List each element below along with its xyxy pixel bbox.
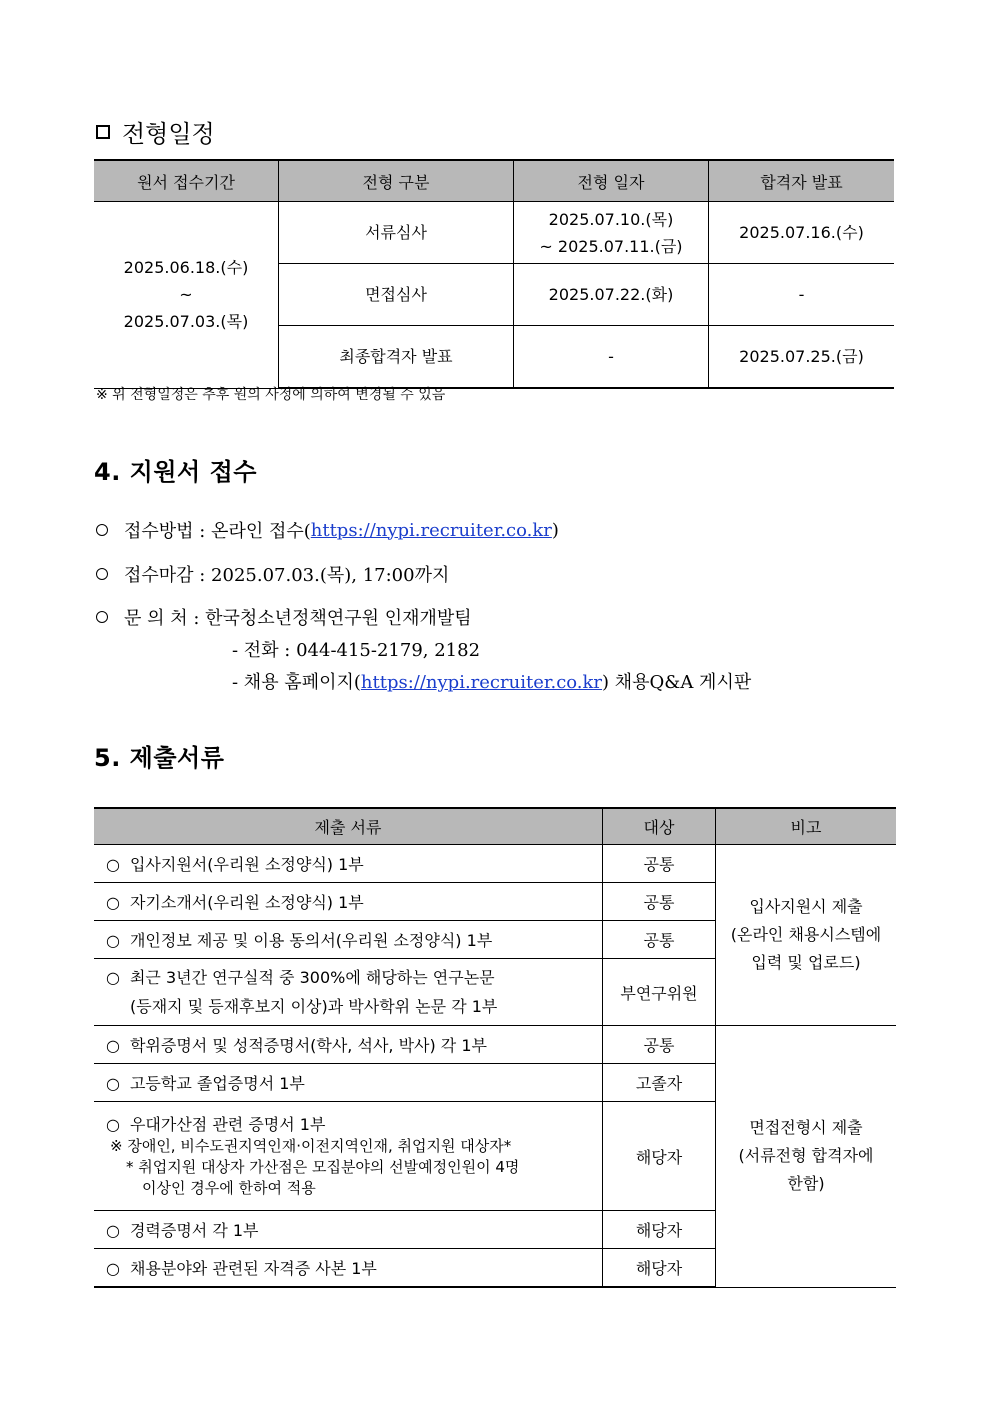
doc-name: 우대가산점 관련 증명서 1부 xyxy=(129,1114,326,1134)
doc-cell xyxy=(94,1102,603,1211)
doc-name: 자기소개서(우리원 소정양식) 1부 xyxy=(129,893,364,912)
stage-type: 최종합격자 발표 xyxy=(279,326,514,389)
doc-bullet: ○ xyxy=(106,931,120,950)
target-cell: 해당자 xyxy=(603,1102,716,1211)
apply-homepage xyxy=(232,668,751,694)
docs-table xyxy=(94,807,896,1288)
apply-method-label: 접수방법 : 온라인 접수( xyxy=(124,521,311,542)
doc-cell xyxy=(94,1211,603,1249)
col-header-type: 전형 구분 xyxy=(279,160,514,202)
period-tilde: ~ xyxy=(179,285,193,305)
col-header-note: 비고 xyxy=(716,808,897,845)
note-line: 입사지원시 제출 xyxy=(749,897,863,916)
period-start: 2025.06.18.(수) xyxy=(123,258,249,278)
note-line: 입력 및 업로드) xyxy=(751,953,861,972)
stage-type: 면접심사 xyxy=(279,264,514,326)
doc-cell xyxy=(94,1249,603,1288)
schedule-heading xyxy=(96,114,215,149)
note-cell-interview xyxy=(716,1026,897,1288)
doc-cell xyxy=(94,1064,603,1102)
stage-announce: 2025.07.25.(금) xyxy=(709,326,895,389)
doc-note: ※ 장애인, 비수도권지역인재·이전지역인재, 취업지원 대상자* xyxy=(110,1136,512,1155)
doc-note: * 취업지원 대상자 가산점은 모집분야의 선발예정인원이 4명 xyxy=(126,1157,520,1176)
apply-deadline-text: 접수마감 : 2025.07.03.(목), 17:00까지 xyxy=(124,565,450,586)
col-header-announce: 합격자 발표 xyxy=(709,160,895,202)
target-cell: 공통 xyxy=(603,1026,716,1064)
homepage-label: - 채용 홈페이지( xyxy=(232,672,361,693)
table-row xyxy=(94,1026,896,1064)
target-cell: 해당자 xyxy=(603,1211,716,1249)
apply-deadline xyxy=(96,561,449,587)
stage-date-end: ~ 2025.07.11.(금) xyxy=(539,236,683,256)
stage-date xyxy=(514,202,709,264)
homepage-link[interactable]: https://nypi.recruiter.co.kr xyxy=(360,672,603,693)
apply-section-title: 4. 지원서 접수 xyxy=(94,458,257,486)
period-end: 2025.07.03.(목) xyxy=(123,312,249,332)
schedule-header-row xyxy=(94,160,894,202)
note-line: 면접전형시 제출 xyxy=(749,1118,863,1138)
doc-cell xyxy=(94,845,603,883)
col-header-period: 원서 접수기간 xyxy=(94,160,279,202)
doc-name-cont: (등재지 및 등재후보지 이상)과 박사학위 논문 각 1부 xyxy=(130,997,498,1016)
doc-bullet: ○ xyxy=(106,1221,120,1240)
col-header-target: 대상 xyxy=(603,808,716,845)
doc-bullet: ○ xyxy=(106,1074,120,1093)
note-line: (온라인 채용시스템에 xyxy=(730,925,882,944)
circle-bullet-icon xyxy=(96,568,108,580)
stage-announce: 2025.07.16.(수) xyxy=(709,202,895,264)
doc-name: 채용분야와 관련된 자격증 사본 1부 xyxy=(129,1259,377,1278)
apply-method-end: ) xyxy=(551,519,559,541)
target-cell: 고졸자 xyxy=(603,1064,716,1102)
doc-name: 경력증명서 각 1부 xyxy=(129,1221,259,1240)
stage-announce: - xyxy=(709,264,895,326)
docs-header-row xyxy=(94,808,896,845)
apply-phone: - 전화 : 044-415-2179, 2182 xyxy=(232,640,481,661)
doc-name: 입사지원서(우리원 소정양식) 1부 xyxy=(129,855,364,874)
doc-bullet: ○ xyxy=(106,855,120,874)
doc-name: 학위증명서 및 성적증명서(학사, 석사, 박사) 각 1부 xyxy=(129,1036,487,1055)
target-cell: 부연구위원 xyxy=(603,959,716,1026)
doc-bullet: ○ xyxy=(106,1036,120,1055)
stage-date-start: 2025.07.10.(목) xyxy=(548,209,674,229)
circle-bullet-icon xyxy=(96,524,108,536)
note-line: (서류전형 합격자에 xyxy=(738,1146,874,1166)
stage-date: - xyxy=(514,326,709,389)
apply-contact xyxy=(96,604,472,630)
doc-cell xyxy=(94,921,603,959)
schedule-note: ※ 위 전형일정은 추후 원의 사정에 의하여 변경될 수 있음 xyxy=(96,387,446,403)
doc-bullet: ○ xyxy=(106,968,120,987)
table-row xyxy=(94,202,894,264)
doc-name: 고등학교 졸업증명서 1부 xyxy=(129,1074,305,1093)
col-header-date: 전형 일자 xyxy=(514,160,709,202)
target-cell: 공통 xyxy=(603,883,716,921)
target-cell: 공통 xyxy=(603,921,716,959)
doc-name: 개인정보 제공 및 이용 동의서(우리원 소정양식) 1부 xyxy=(129,931,493,950)
doc-cell xyxy=(94,883,603,921)
table-row xyxy=(94,845,896,883)
docs-section-title: 5. 제출서류 xyxy=(94,744,225,772)
note-cell-online xyxy=(716,845,897,1026)
period-cell xyxy=(94,202,279,389)
schedule-heading-text: 전형일정 xyxy=(122,120,215,148)
circle-bullet-icon xyxy=(96,611,108,623)
target-cell: 해당자 xyxy=(603,1249,716,1288)
apply-method xyxy=(96,517,559,543)
doc-bullet: ○ xyxy=(106,1114,120,1134)
stage-type: 서류심사 xyxy=(279,202,514,264)
doc-bullet: ○ xyxy=(106,893,120,912)
note-line: 한함) xyxy=(787,1174,825,1194)
doc-cell xyxy=(94,959,603,1026)
doc-cell xyxy=(94,1026,603,1064)
col-header-doc: 제출 서류 xyxy=(94,808,603,845)
apply-contact-text: 문 의 처 : 한국청소년정책연구원 인재개발팀 xyxy=(124,608,472,629)
schedule-table xyxy=(94,159,894,389)
target-cell: 공통 xyxy=(603,845,716,883)
homepage-end: ) 채용Q&A 게시판 xyxy=(602,672,752,693)
apply-method-link[interactable]: https://nypi.recruiter.co.kr xyxy=(310,519,552,541)
doc-bullet: ○ xyxy=(106,1259,120,1278)
checkbox-square-icon xyxy=(96,125,110,139)
doc-name: 최근 3년간 연구실적 중 300%에 해당하는 연구논문 xyxy=(129,968,495,987)
doc-note: 이상인 경우에 한하여 적용 xyxy=(142,1178,316,1197)
stage-date: 2025.07.22.(화) xyxy=(514,264,709,326)
